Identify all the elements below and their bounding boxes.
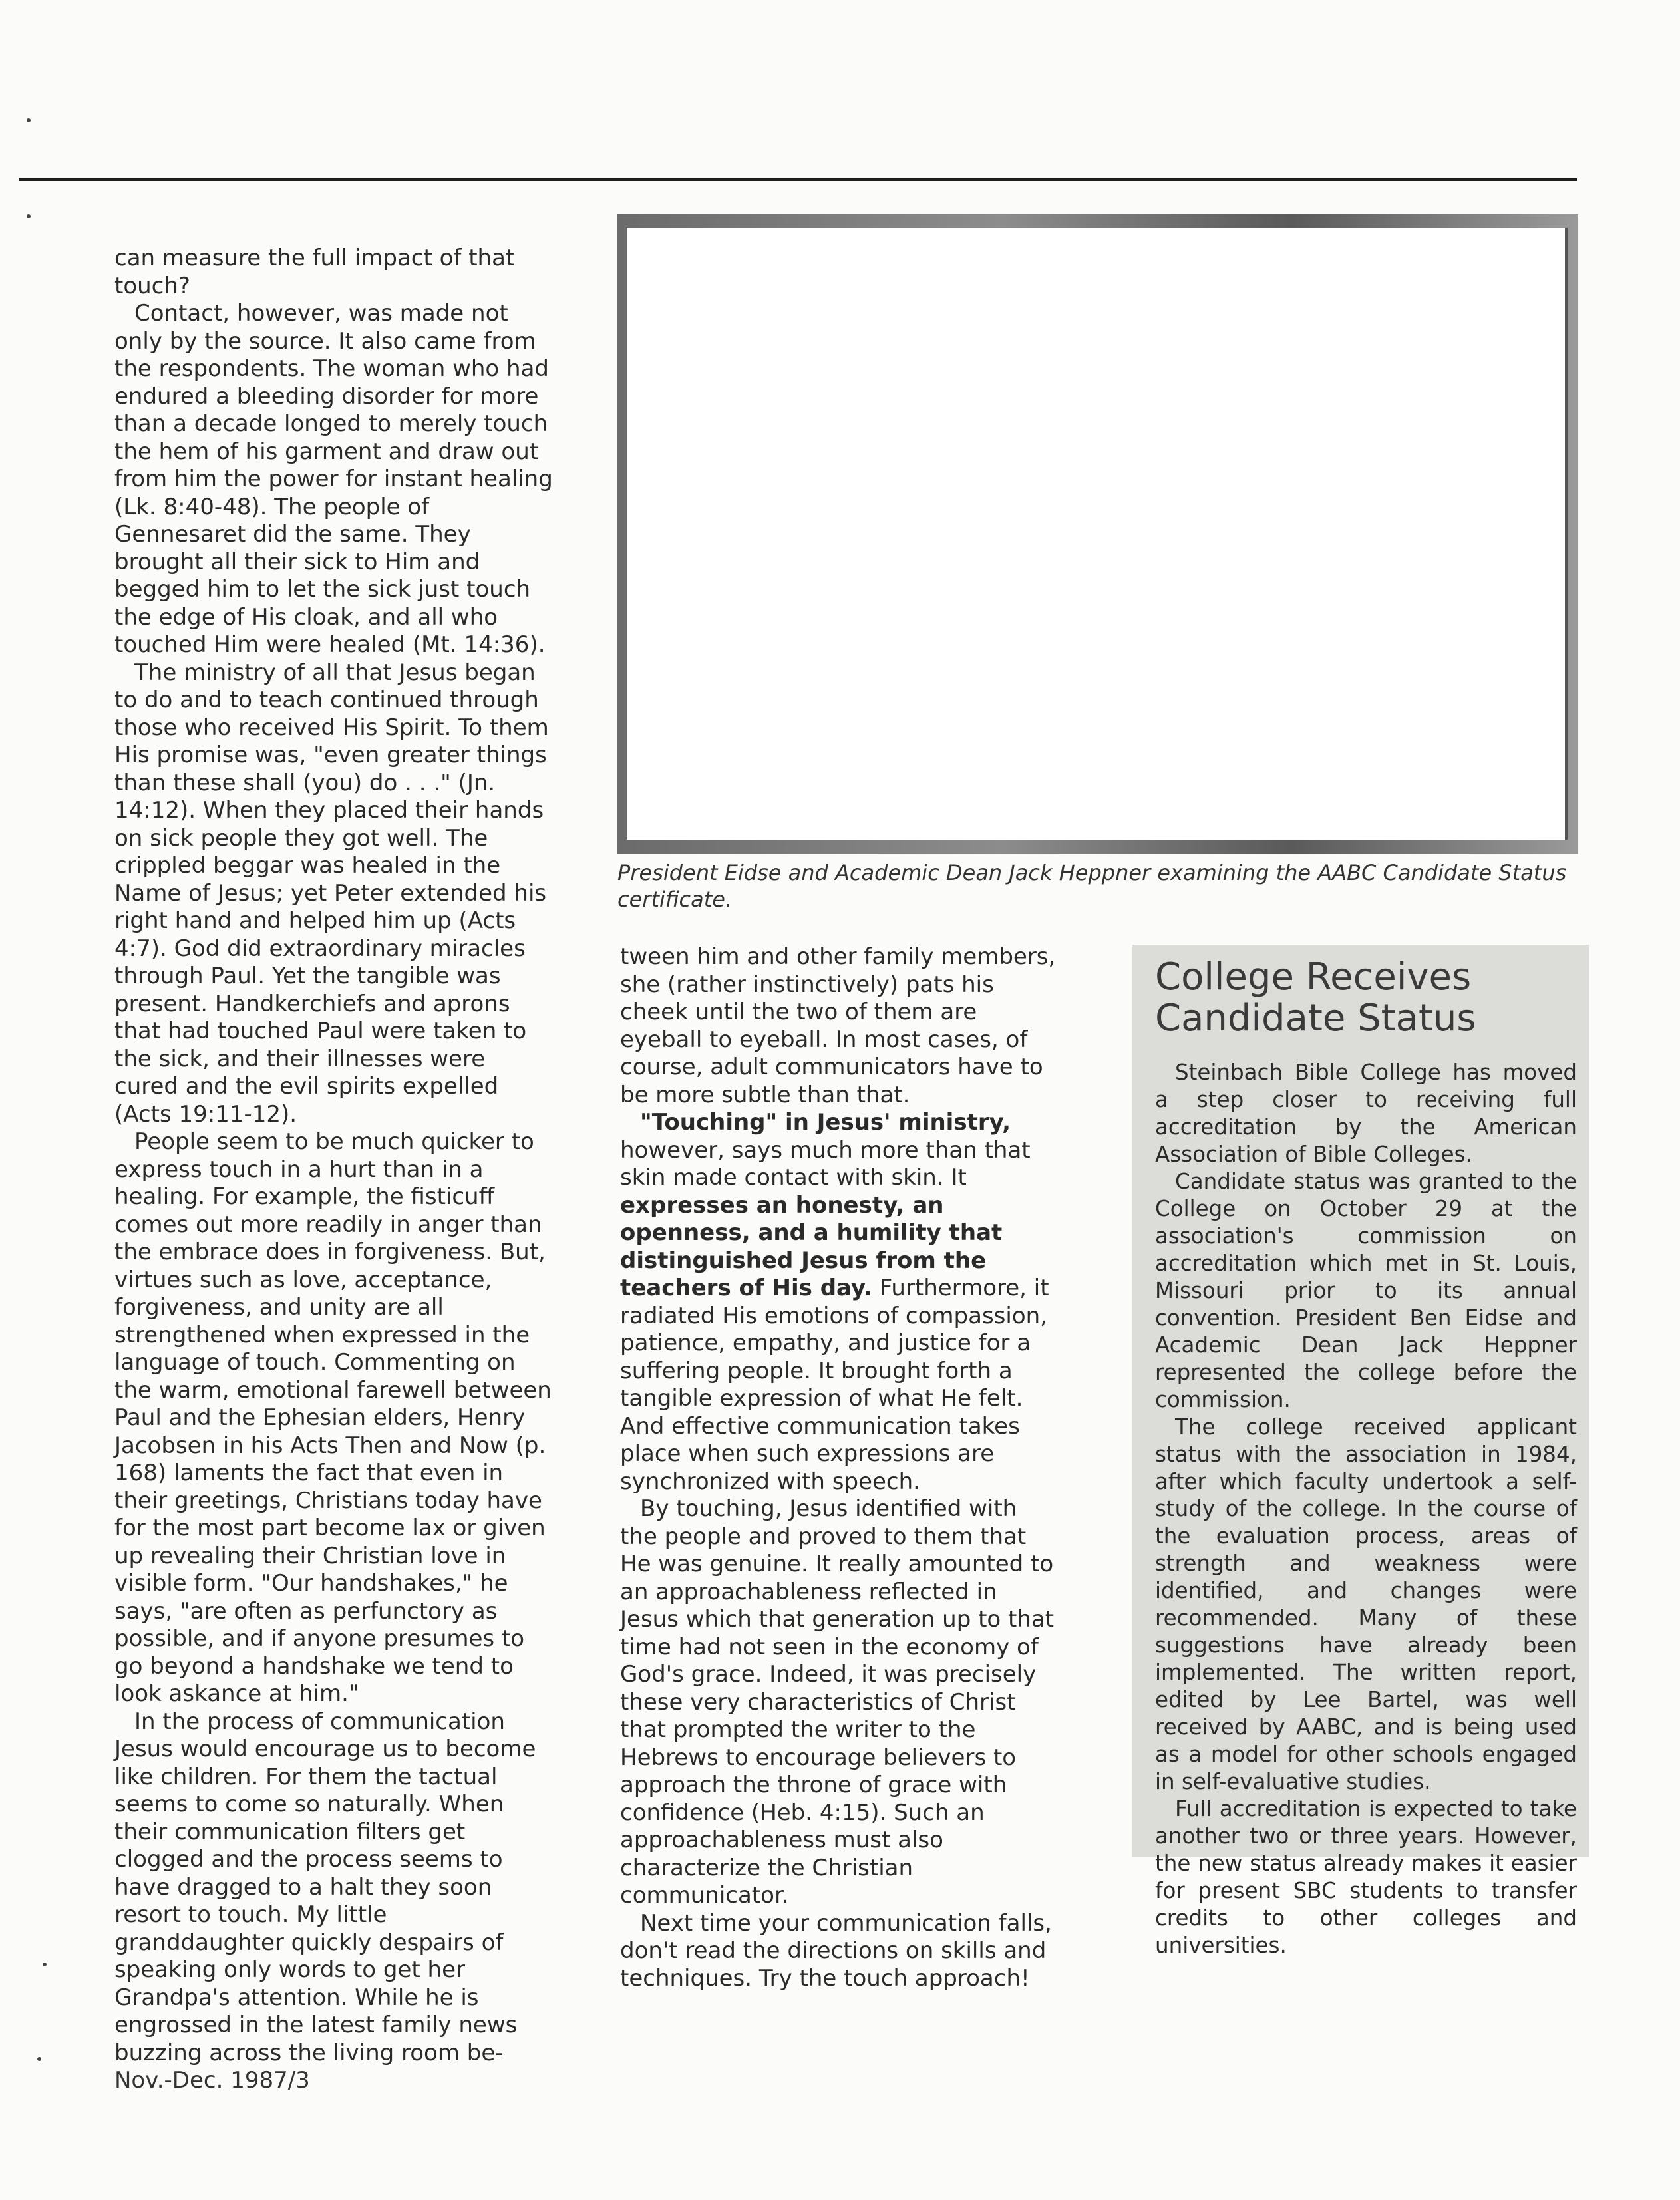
photo-image	[627, 228, 1568, 840]
sidebar-title-line: College Receives	[1155, 955, 1472, 999]
article-paragraph: tween him and other family members, she (rather instinctively) pats his cheek until the two of them are eyeball to eyeball. In most cases, of course, adult communicators have to be more subtle than that.	[620, 943, 1056, 1108]
article-paragraph: Next time your communication falls, don't read the directions on skills and techniques. Try the touch approach!	[620, 1909, 1052, 1992]
article-column-2	[620, 943, 1059, 1992]
photo-caption: President Eidse and Academic Dean Jack Heppner examining the AABC Candidate Status certificate.	[617, 860, 1567, 912]
scan-mark	[43, 1963, 47, 1966]
sidebar-title-line: Candidate Status	[1155, 997, 1476, 1040]
article-column-1	[114, 245, 554, 2067]
emphasis-text: "Touching" in Jesus' ministry,	[640, 1109, 1011, 1136]
article-paragraph: By touching, Jesus identified with the people and proved to them that He was genuine. It really amounted to an approachableness reflected in Jesus which that generation up to that time had not seen in the economy of God's grace. Indeed, it was precisely these very characteristics of Christ that prompted the writer to the Hebrews to encourage believers to approach the throne of grace with confidence (Heb. 4:15). Such an approachableness must also characterize the Christian communicator.	[620, 1495, 1055, 1909]
scan-mark	[27, 214, 31, 218]
news-sidebar	[1132, 945, 1589, 1958]
scan-mark	[27, 118, 31, 122]
header-rule	[19, 178, 1577, 181]
article-paragraph: People seem to be much quicker to express touch in a hurt than in a healing. For example, the fisticuff comes out more readily in anger than the embrace does in forgiveness. But, virtues such as love, acceptance, forgiveness, and unity are all strengthened when expressed in the language of touch. Commenting on the warm, emotional farewell between Paul and the Ephesian elders, Henry Jacobsen in his Acts Then and Now (p. 168) laments the fact that even in their greetings, Christians today have for the most part become lax or given up revealing their Christian love in visible form. "Our handshakes," he says, "are often as perfunctory as possible, and if anyone presumes to go beyond a handshake we tend to look askance at him."	[114, 1128, 552, 1707]
article-paragraph: In the process of communication Jesus would encourage us to become like children. For them the tactual seems to come so naturally. When their communication filters get clogged and the process seems to have dragged to a halt they soon resort to touch. My little granddaughter quickly despairs of speaking only words to get her Grandpa's attention. While he is engrossed in the latest family news buzzing across the living room be-	[114, 1708, 536, 2066]
scan-mark	[37, 2057, 41, 2061]
article-paragraph: can measure the full impact of that touch?	[114, 245, 515, 299]
article-paragraph	[620, 1109, 1059, 1495]
article-paragraph: The ministry of all that Jesus began to do and to teach continued through those who received His Spirit. To them His promise was, "even greater things than these shall (you) do . . ." (Jn. 14:12). When they placed their hands on sick people they got well. The crippled beggar was healed in the Name of Jesus; yet Peter extended his right hand and helped him up (Acts 4:7). God did extraordinary miracles through Paul. Yet the tangible was present. Handkerchiefs and aprons that had touched Paul were taken to the sick, and their illnesses were cured and the evil spirits expelled (Acts 19:11-12).	[114, 659, 549, 1128]
sidebar-paragraph: Candidate status was granted to the College on October 29 at the association's commission on accreditation which met in St. Louis, Missouri prior to its annual convention. President Ben Eidse and Academic Dean Jack Heppner represented the college before the commission.	[1155, 1169, 1577, 1412]
sidebar-body	[1144, 1059, 1577, 1959]
paragraph-text: however, says much more than that skin made contact with skin. It	[620, 1136, 1031, 1191]
emphasis-text: expresses an honesty, an openness, and a humility that distinguished Jesus from the teachers of His day.	[620, 1191, 1003, 1301]
photo-frame	[617, 214, 1578, 854]
sidebar-paragraph: The college received applicant status with the association in 1984, after which faculty undertook a self-study of the college. In the course of the evaluation process, areas of strength and weakness were identified, and changes were recommended. Many of these suggestions have already been implemented. The written report, edited by Lee Bartel, was well received by AABC, and is being used as a model for other schools engaged in self-evaluative studies.	[1155, 1414, 1577, 1794]
article-paragraph: Contact, however, was made not only by the source. It also came from the respondents. The woman who had endured a bleeding disorder for more than a decade longed to merely touch the hem of his garment and draw out from him the power for instant healing (Lk. 8:40-48). The people of Gennesaret did the same. They brought all their sick to Him and begged him to let the sick just touch the edge of His cloak, and all who touched Him were healed (Mt. 14:36).	[114, 300, 553, 658]
sidebar-paragraph: Full accreditation is expected to take another two or three years. However, the new status already makes it easier for present SBC students to transfer credits to other colleges and universities.	[1155, 1796, 1577, 1958]
sidebar-paragraph: Steinbach Bible College has moved a step closer to receiving full accreditation by the American Association of Bible Colleges.	[1155, 1060, 1577, 1167]
page-footer: Nov.-Dec. 1987/3	[114, 2067, 310, 2094]
paragraph-text: Furthermore, it radiated His emotions of compassion, patience, empathy, and justice for a suffering people. It brought forth a tangible expression of what He felt. And effective communication takes place when such expressions are synchronized with speech.	[620, 1275, 1049, 1495]
sidebar-title	[1155, 957, 1577, 1039]
